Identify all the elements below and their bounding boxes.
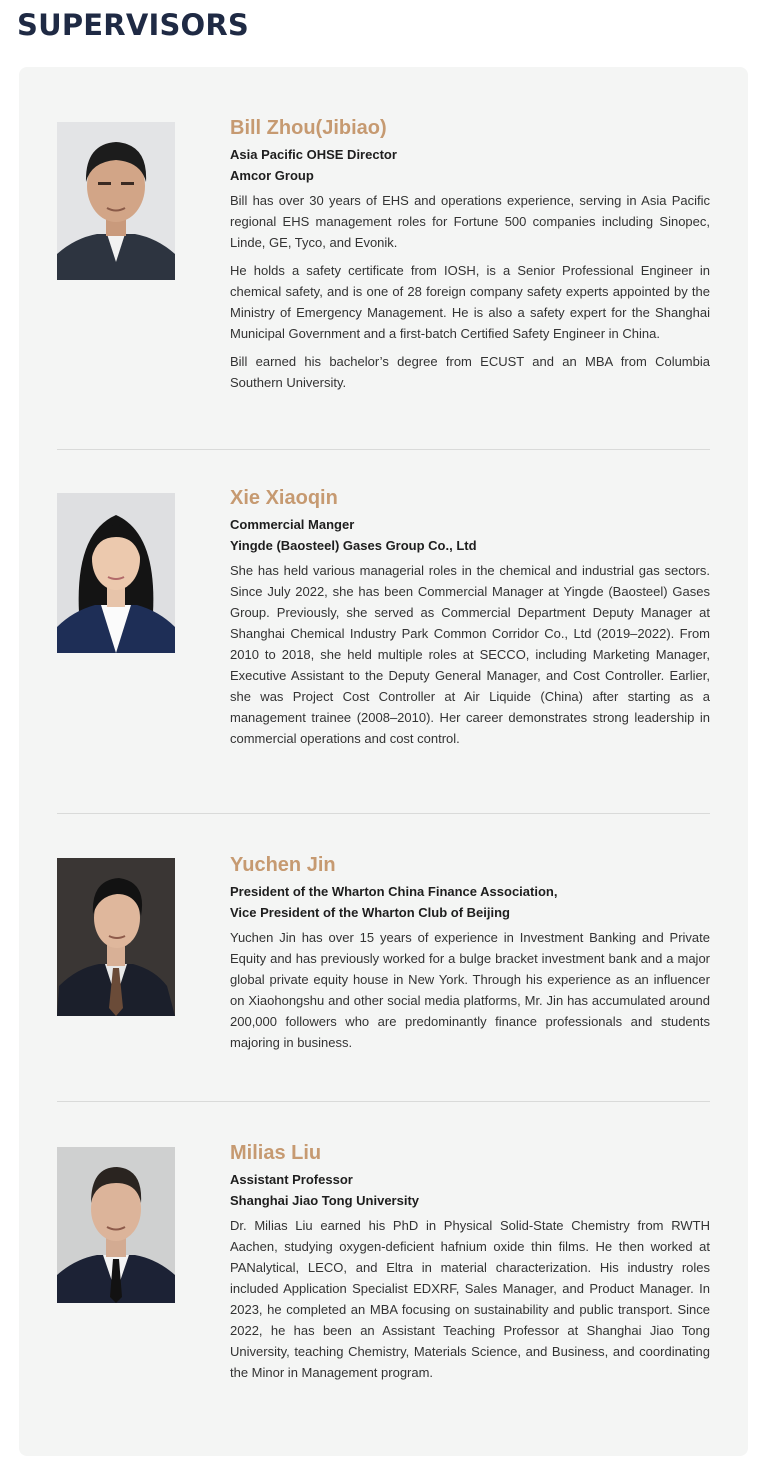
supervisor-name: Yuchen Jin — [230, 854, 336, 876]
supervisor-organization: Yingde (Baosteel) Gases Group Co., Ltd — [230, 538, 477, 553]
supervisor-details — [230, 117, 710, 393]
supervisor-title: Commercial Manger — [230, 517, 355, 532]
supervisor-name: Bill Zhou(Jibiao) — [230, 117, 387, 139]
supervisor-organization: Shanghai Jiao Tong University — [230, 1193, 420, 1208]
supervisor-name: Milias Liu — [230, 1142, 322, 1164]
supervisor-details — [230, 1142, 710, 1383]
supervisor-bio — [230, 190, 710, 393]
supervisor-details — [230, 854, 710, 1053]
bio-paragraph: She has held various managerial roles in the chemical and industrial gas sectors. Since July 2022, she has been Commercial Manager at Yingde (Baosteel) Gases Group. Previously, she served as Commercial Department Deputy Manager at Shanghai Chemical Industry Park Common Corridor Co., Ltd (2019–2022). From 2010 to 2018, she held multiple roles at SECCO, including Marketing Manager, Executive Assistant to the Deputy General Manager, and Cost Controller. Earlier, she was Project Cost Controller at Air Liquide (China) after starting as a management trainee (2008–2010). Her career demonstrates strong leadership in commercial operations and cost control. — [230, 563, 710, 746]
supervisor-photo — [57, 1147, 175, 1303]
supervisor-title: President of the Wharton China Finance Association, — [230, 884, 558, 899]
divider — [57, 1101, 710, 1102]
supervisor-photo — [57, 493, 175, 653]
supervisor-photo — [57, 122, 175, 280]
divider — [57, 813, 710, 814]
bio-paragraph: Dr. Milias Liu earned his PhD in Physical Solid-State Chemistry from RWTH Aachen, studying oxygen-deficient hafnium oxide thin films. He then worked at PANalytical, LECO, and Eltra in material characterization. His industry roles included Application Specialist EDXRF, Sales Manager, and Product Manager. In 2023, he completed an MBA focusing on sustainability and public transport. Since 2022, he has been an Assistant Teaching Professor at Shanghai Jiao Tong University, teaching Chemistry, Materials Science, and Business, and coordinating the Minor in Management program. — [230, 1218, 710, 1380]
supervisor-name: Xie Xiaoqin — [230, 487, 338, 509]
divider — [57, 449, 710, 450]
bio-paragraph: Bill has over 30 years of EHS and operations experience, serving in Asia Pacific regional EHS management roles for Fortune 500 companies including Sinopec, Linde, GE, Tyco, and Evonik. — [230, 193, 710, 250]
supervisor-bio — [230, 927, 710, 1053]
page-title: SUPERVISORS — [17, 8, 250, 42]
bio-paragraph: Bill earned his bachelor’s degree from ECUST and an MBA from Columbia Southern University. — [230, 354, 710, 390]
supervisor-title: Asia Pacific OHSE Director — [230, 147, 397, 162]
supervisors-card — [19, 67, 748, 1456]
supervisor-organization: Amcor Group — [230, 168, 314, 183]
supervisor-bio — [230, 560, 710, 749]
bio-paragraph: Yuchen Jin has over 15 years of experience in Investment Banking and Private Equity and has previously worked for a bulge bracket investment bank and a major global private equity house in New York. Through his experience as an influencer on Xiaohongshu and other social media platforms, Mr. Jin has accumulated around 200,000 followers who are predominantly finance professionals and students majoring in business. — [230, 930, 710, 1050]
supervisor-photo — [57, 858, 175, 1016]
supervisor-organization: Vice President of the Wharton Club of Beijing — [230, 905, 511, 920]
bio-paragraph: He holds a safety certificate from IOSH, is a Senior Professional Engineer in chemical safety, and is one of 28 foreign company safety experts appointed by the Ministry of Emergency Management. He is also a safety expert for the Shanghai Municipal Government and a first-batch Certified Safety Engineer in China. — [230, 263, 710, 341]
supervisor-title: Assistant Professor — [230, 1172, 353, 1187]
supervisor-bio — [230, 1215, 710, 1383]
supervisor-details — [230, 487, 710, 749]
